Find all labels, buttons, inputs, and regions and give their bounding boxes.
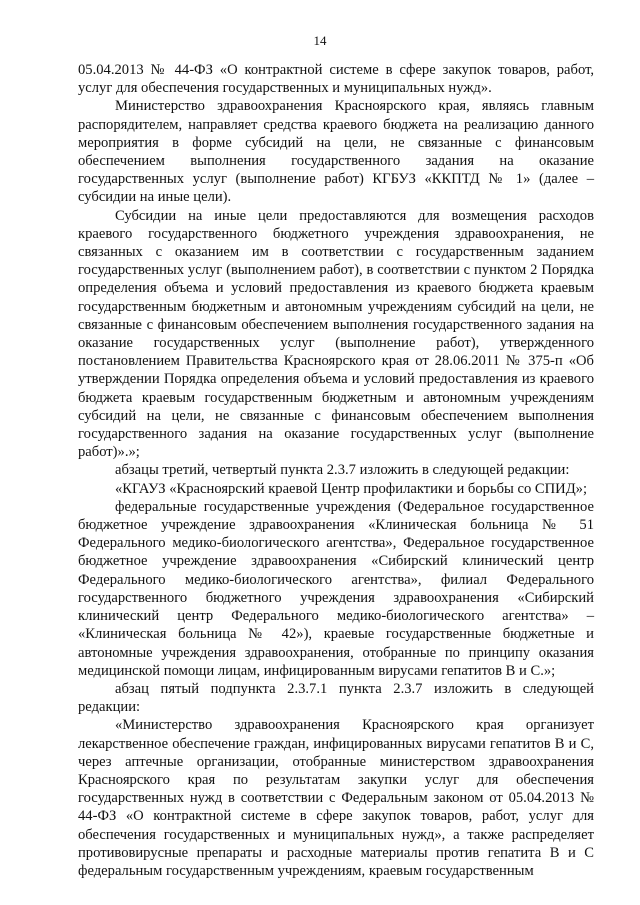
paragraph-drug-supply: «Министерство здравоохранения Красноярского края организует лекарственное обеспечение граждан, инфицированных вирусами гепатитов В и С, через аптечные организации, отобранные министерством здравоохранения Красноярского края по результатам закупки услуг для обеспечения государственных нужд в соответствии с Федеральным законом от 05.04.2013 № 44-ФЗ «О контрактной системе в сфере закупок товаров, работ, услуг для обеспечения государственных и муниципальных нужд», а также распределяет противовирусные препараты и расходные материалы против гепатита В и С федеральным государственным учреждениям, краевым государственным <box>78 717 594 879</box>
paragraph-ministry-subsidies: Министерство здравоохранения Красноярского края, являясь главным распорядителем, направляет средства краевого бюджета на реализацию данного мероприятия в форме субсидий на цели, не связанные с финансовым обеспечением выполнения государственного задания на оказание государственных услуг (выполнение работ) КГБУЗ «ККПТД № 1» (далее – субсидии на иные цели). <box>78 98 594 206</box>
paragraph-amend-2-3-7-1: абзац пятый подпункта 2.3.7.1 пункта 2.3.7 изложить в следующей редакции: <box>78 680 594 716</box>
page-number: 14 <box>313 33 327 48</box>
paragraph-law-reference: 05.04.2013 № 44-ФЗ «О контрактной системе в сфере закупок товаров, работ, услуг для обеспечения государственных и муниципальных нужд». <box>78 62 594 97</box>
paragraph-amend-2-3-7: абзацы третий, четвертый пункта 2.3.7 изложить в следующей редакции: <box>115 462 570 479</box>
document-body <box>78 61 594 880</box>
paragraph-federal-institutions: федеральные государственные учреждения (Федеральное государственное бюджетное учреждение здравоохранения «Клиническая больница № 51 Федерального медико-биологического агентства», Федеральное государственное бюджетное учреждение здравоохранения «Сибирский клинический центр Федерального медико-биологического агентства», филиал Федерального государственного бюджетного учреждения здравоохранения «Сибирский клинический центр Федерального медико-биологического агентства» – «Клиническая больница № 42»), краевые государственные бюджетные и автономные учреждения здравоохранения, отобранные по принципу оказания медицинской помощи лицам, инфицированным вирусами гепатитов В и С.»; <box>78 498 594 679</box>
paragraph-kgauz-aids-center: «КГАУЗ «Красноярский краевой Центр профилактики и борьбы со СПИД»; <box>115 480 588 497</box>
paragraph-subsidies-other-purposes: Субсидии на иные цели предоставляются для возмещения расходов краевого государственного бюджетного учреждения здравоохранения, не связанных с оказанием им в соответствии с государственным заданием государственных услуг (выполнением работ), в соответствии с пунктом 2 Порядка определения объема и условий предоставления из краевого бюджета краевым государственным бюджетным и автономным учреждениям субсидий на цели, не связанные с финансовым обеспечением выполнения государственного задания на оказание государственных услуг (выполнение работ), утвержденного постановлением Правительства Красноярского края от 28.06.2011 № 375-п «Об утверждении Порядка определения объема и условий предоставления из краевого бюджета краевым государственным бюджетным и автономным учреждениям субсидий на цели, не связанные с финансовым обеспечением выполнения государственного задания на оказание государственных услуг (выполнение работ)».»; <box>78 207 594 461</box>
